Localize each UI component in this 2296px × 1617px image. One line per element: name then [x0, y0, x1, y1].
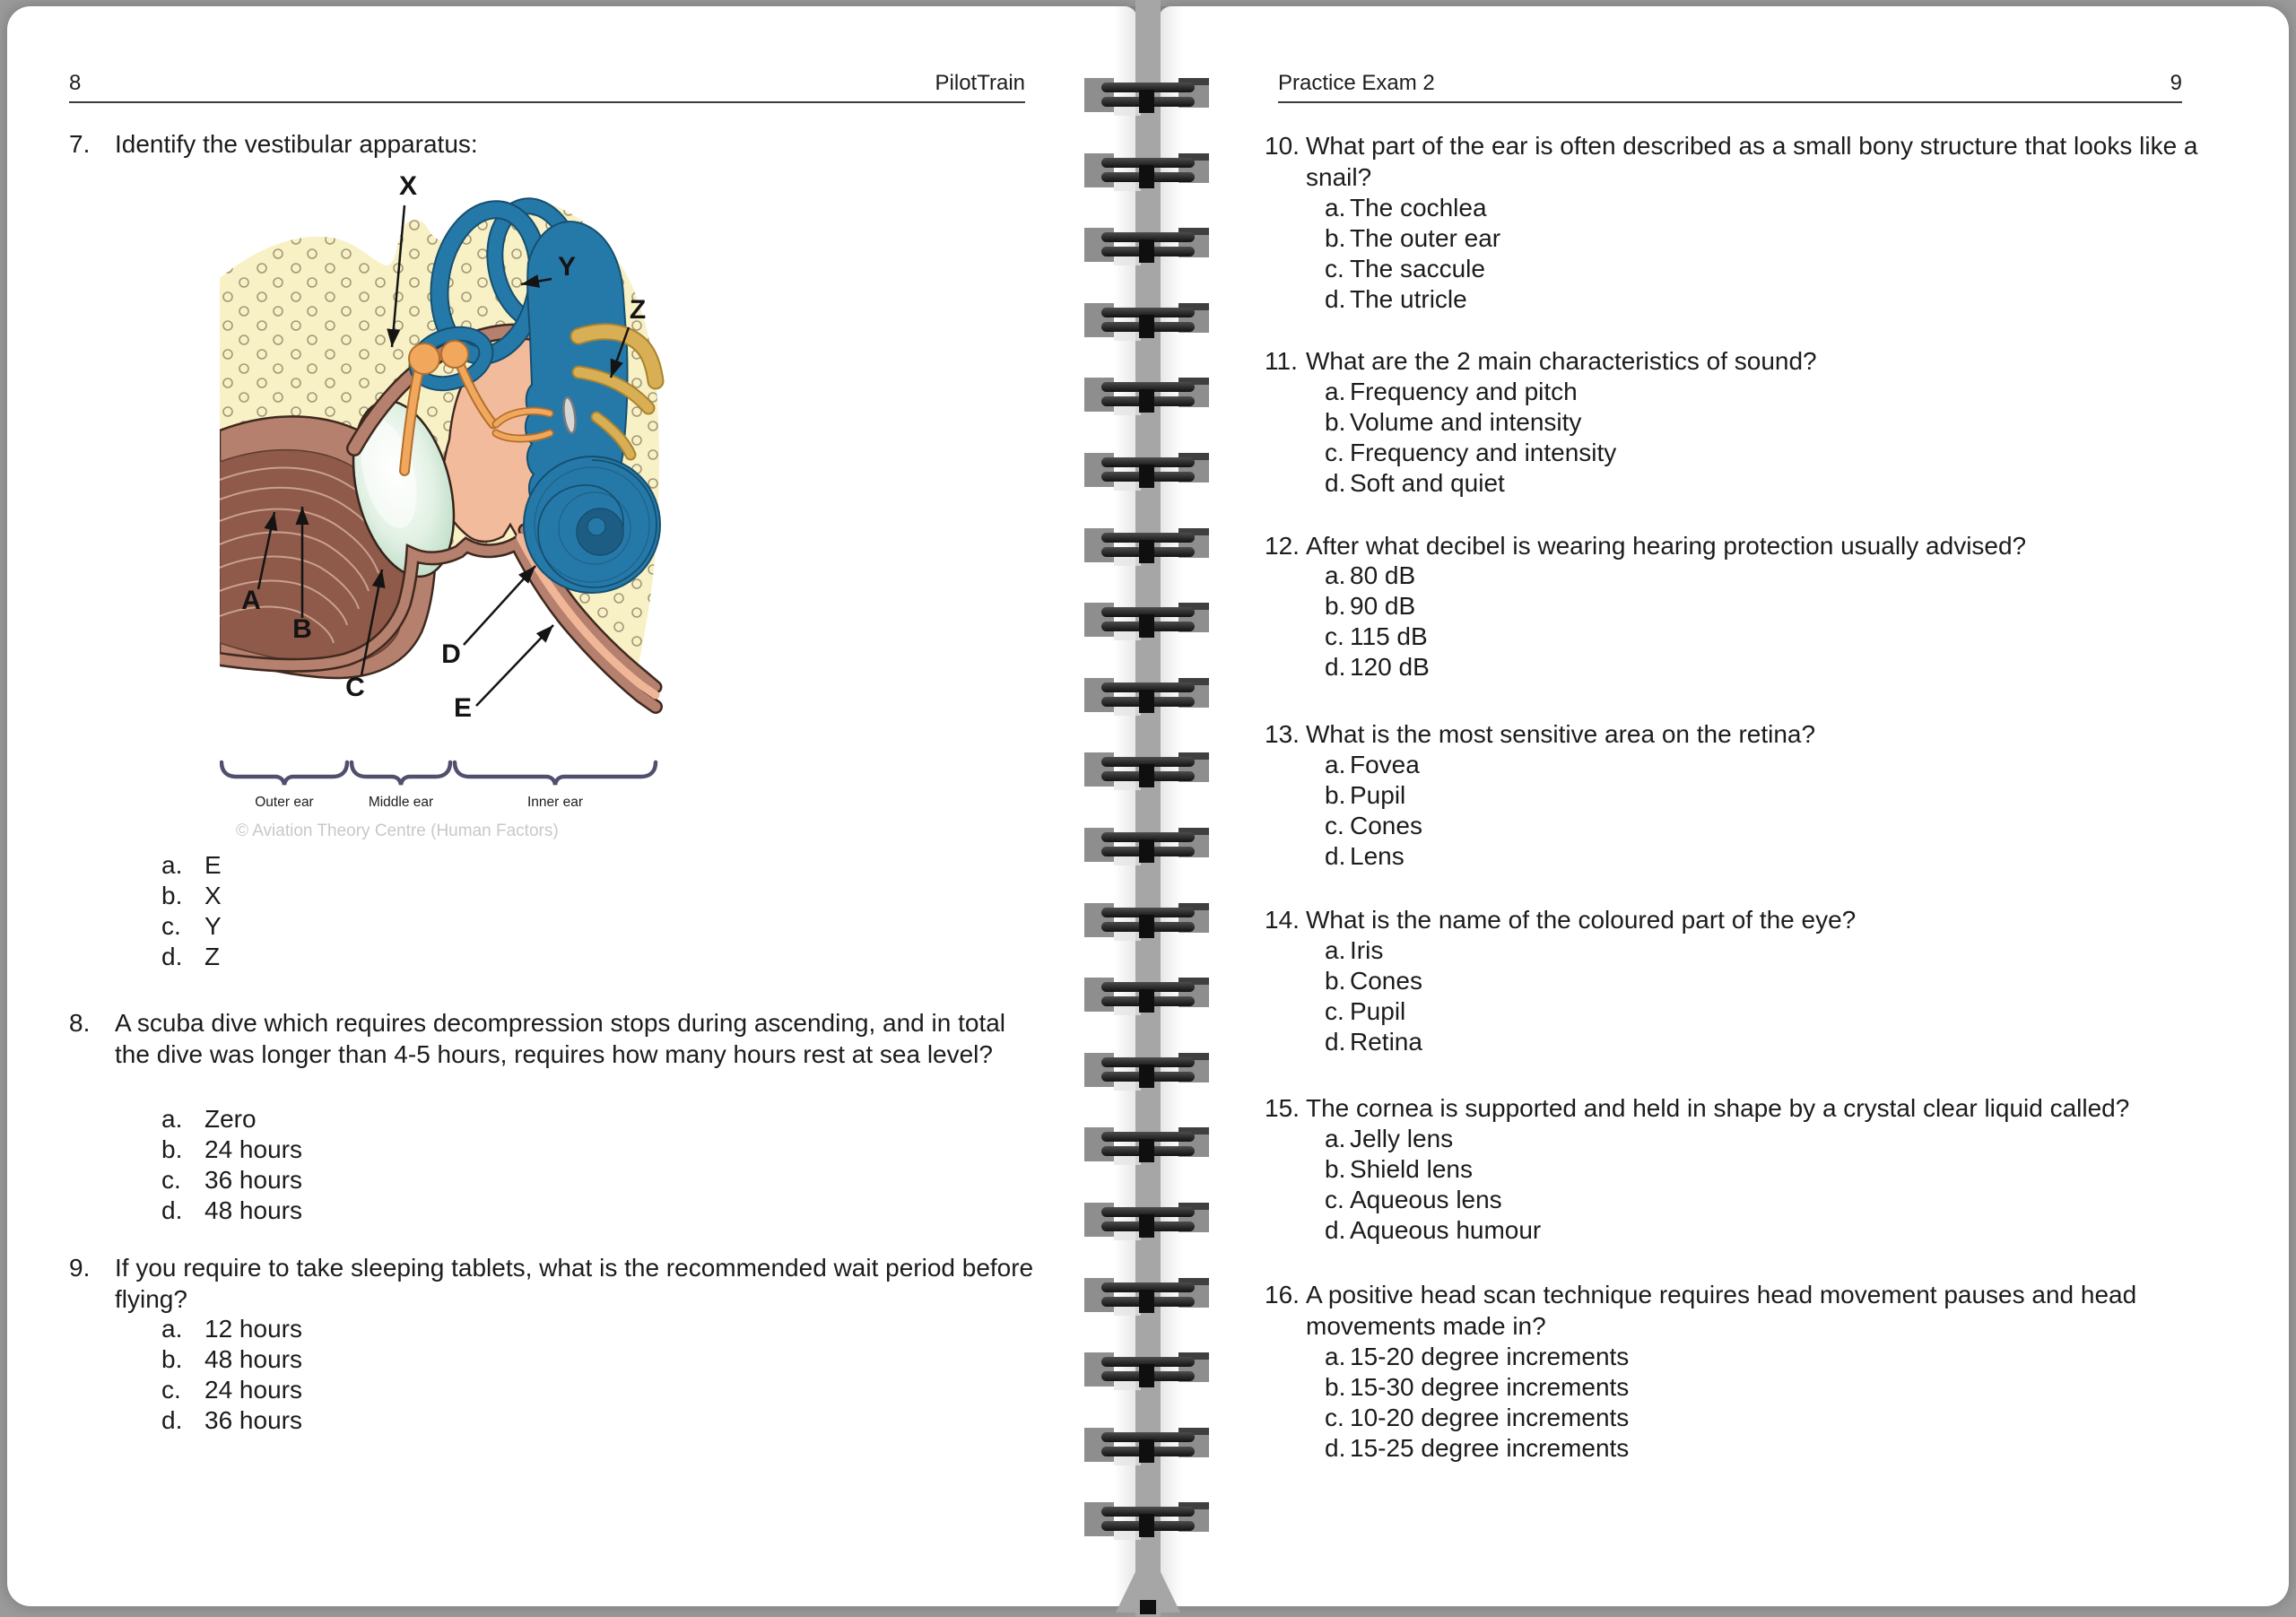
option-letter: a. — [1325, 1125, 1346, 1152]
option-row — [1325, 1124, 1541, 1154]
question-number: 7. — [69, 130, 91, 158]
option-text: 48 hours — [204, 1345, 302, 1373]
option-letter: c. — [1325, 622, 1344, 650]
cochlea — [524, 456, 660, 593]
option-text: Cones — [1350, 812, 1422, 839]
option-letter: a. — [1325, 751, 1346, 778]
option-text: 80 dB — [1350, 561, 1416, 589]
option-row — [1325, 438, 1616, 468]
header-rule — [69, 101, 1025, 103]
diagram-label-y: Y — [557, 252, 577, 282]
question-text: If you require to take sleeping tablets, what is the recommended wait period before flying? — [115, 1254, 1034, 1313]
header-brand: PilotTrain — [935, 71, 1025, 95]
question-number: 10. — [1265, 132, 1300, 160]
binding-ring — [1080, 1421, 1214, 1468]
binding-ring — [1080, 147, 1214, 194]
option-row — [1325, 468, 1616, 499]
option-text: Fovea — [1350, 751, 1420, 778]
option-text: Cones — [1350, 967, 1422, 995]
binding-ring — [1080, 1047, 1214, 1093]
page-left[interactable] — [7, 6, 1137, 1606]
option-letter: d. — [1325, 1434, 1346, 1462]
option-text: 36 hours — [204, 1406, 302, 1434]
binding-ring — [1080, 822, 1214, 868]
diagram-label-e: E — [453, 693, 473, 723]
option-row — [1325, 284, 1500, 315]
option-text: 10-20 degree increments — [1350, 1404, 1630, 1431]
option-text: 15-30 degree increments — [1350, 1373, 1630, 1401]
option-letter: a. — [1325, 194, 1346, 222]
page-number-right: 9 — [2170, 71, 2182, 95]
option-letter: c. — [1325, 997, 1344, 1025]
question-options — [1325, 1124, 1541, 1246]
option-row — [161, 1104, 302, 1135]
binding-ring — [1080, 371, 1214, 418]
question-options — [1325, 561, 1430, 682]
option-letter: c. — [161, 1376, 181, 1404]
question-options — [161, 1104, 302, 1226]
question-number: 16. — [1265, 1281, 1300, 1308]
option-row — [161, 1375, 302, 1405]
question-number: 8. — [69, 1009, 91, 1037]
option-row — [161, 911, 222, 942]
option-row — [1325, 1342, 1629, 1372]
option-letter: d. — [1325, 469, 1346, 497]
binding-ring — [1080, 1272, 1214, 1318]
option-row — [1325, 193, 1500, 223]
option-row — [161, 1344, 302, 1375]
diagram-label-x: X — [398, 175, 418, 201]
binding-ring — [1080, 971, 1214, 1018]
ear-anatomy-diagram — [220, 175, 677, 843]
option-letter: b. — [1325, 408, 1346, 436]
option-text: Frequency and pitch — [1350, 378, 1578, 405]
option-letter: c. — [1325, 812, 1344, 839]
option-row — [1325, 811, 1422, 841]
binding-ring — [1080, 1196, 1214, 1243]
region-label-inner-ear: Inner ear — [526, 795, 584, 810]
option-text: Retina — [1350, 1028, 1422, 1056]
binding-ring — [1080, 297, 1214, 343]
option-row — [1325, 780, 1422, 811]
diagram-label-c: C — [345, 673, 365, 702]
binding-ring — [1080, 1496, 1214, 1543]
option-row — [1325, 841, 1422, 872]
header-title: Practice Exam 2 — [1278, 71, 1435, 95]
option-text: 48 hours — [204, 1196, 302, 1224]
option-letter: c. — [161, 912, 181, 940]
option-row — [1325, 935, 1422, 966]
option-letter: d. — [161, 943, 183, 970]
binding-base-nub — [1140, 1600, 1156, 1614]
option-row — [161, 1314, 302, 1344]
option-letter: c. — [1325, 439, 1344, 466]
option-letter: b. — [1325, 1373, 1346, 1401]
question-text: A positive head scan technique requires head movement pauses and head movements made in? — [1306, 1281, 2137, 1340]
question-text: A scuba dive which requires decompression stops during ascending, and in total the dive was longer than 4-5 hours, requires how many hours rest at sea level? — [115, 1009, 1006, 1068]
option-letter: a. — [1325, 378, 1346, 405]
option-text: The saccule — [1350, 255, 1485, 283]
option-row — [1325, 966, 1422, 996]
question-text: What is the most sensitive area on the retina? — [1306, 720, 1816, 748]
option-text: The cochlea — [1350, 194, 1487, 222]
question-number: 15. — [1265, 1094, 1300, 1122]
binding-ring — [1080, 596, 1214, 643]
option-letter: b. — [161, 1135, 183, 1163]
binding-ring — [1080, 897, 1214, 943]
option-text: Shield lens — [1350, 1155, 1473, 1183]
binding-ring — [1080, 1346, 1214, 1393]
option-row — [1325, 1403, 1629, 1433]
question-options — [1325, 377, 1616, 499]
option-letter: b. — [161, 1345, 183, 1373]
option-row — [1325, 1372, 1629, 1403]
option-row — [1325, 996, 1422, 1027]
binding-ring — [1080, 746, 1214, 793]
question-text: What is the name of the coloured part of the eye? — [1306, 906, 1857, 934]
question-options — [1325, 750, 1422, 872]
option-text: Pupil — [1350, 997, 1406, 1025]
question-text: The cornea is supported and held in shape by a crystal clear liquid called? — [1306, 1094, 2130, 1122]
option-text: Zero — [204, 1105, 257, 1133]
option-text: 120 dB — [1350, 653, 1430, 681]
diagram-label-b: B — [292, 614, 312, 644]
option-text: Aqueous lens — [1350, 1186, 1502, 1213]
option-text: Aqueous humour — [1350, 1216, 1542, 1244]
option-letter: d. — [1325, 285, 1346, 313]
option-text: Lens — [1350, 842, 1405, 870]
option-row — [1325, 622, 1430, 652]
option-text: Pupil — [1350, 781, 1406, 809]
question-number: 14. — [1265, 906, 1300, 934]
option-row — [161, 881, 222, 911]
option-row — [161, 1135, 302, 1165]
option-row — [1325, 561, 1430, 591]
option-letter: b. — [1325, 224, 1346, 252]
option-row — [1325, 1185, 1541, 1215]
option-text: Y — [204, 912, 222, 940]
binding-ring — [1080, 672, 1214, 718]
option-text: X — [204, 882, 222, 909]
option-text: E — [204, 851, 222, 879]
binding-ring — [1080, 522, 1214, 569]
page-right[interactable] — [1159, 6, 2289, 1606]
question-text: Identify the vestibular apparatus: — [115, 130, 478, 158]
option-text: 12 hours — [204, 1315, 302, 1343]
region-label-middle-ear: Middle ear — [368, 795, 434, 810]
option-row — [1325, 1433, 1629, 1464]
option-text: The outer ear — [1350, 224, 1501, 252]
option-letter: a. — [161, 851, 183, 879]
option-letter: c. — [1325, 255, 1344, 283]
option-letter: c. — [1325, 1404, 1344, 1431]
question-number: 12. — [1265, 532, 1300, 560]
option-row — [1325, 1027, 1422, 1057]
option-text: 115 dB — [1350, 622, 1428, 650]
question-options — [1325, 1342, 1629, 1464]
option-text: Frequency and intensity — [1350, 439, 1617, 466]
binding-ring — [1080, 72, 1214, 118]
option-letter: d. — [1325, 653, 1346, 681]
option-row — [1325, 407, 1616, 438]
option-row — [1325, 254, 1500, 284]
option-row — [161, 850, 222, 881]
option-letter: a. — [1325, 1343, 1346, 1370]
question-options — [1325, 935, 1422, 1057]
option-letter: d. — [1325, 1216, 1346, 1244]
option-letter: c. — [161, 1166, 181, 1194]
option-text: The utricle — [1350, 285, 1467, 313]
question-options — [1325, 193, 1500, 315]
option-letter: d. — [161, 1196, 183, 1224]
binding-ring — [1080, 222, 1214, 268]
option-letter: d. — [1325, 1028, 1346, 1056]
option-row — [1325, 652, 1430, 682]
question-text: After what decibel is wearing hearing protection usually advised? — [1306, 532, 2027, 560]
option-letter: d. — [1325, 842, 1346, 870]
option-text: Iris — [1350, 936, 1384, 964]
option-text: 36 hours — [204, 1166, 302, 1194]
option-row — [1325, 750, 1422, 780]
option-text: 90 dB — [1350, 592, 1416, 620]
question-number: 9. — [69, 1254, 91, 1282]
option-text: 24 hours — [204, 1135, 302, 1163]
option-row — [161, 1405, 302, 1436]
page-number-left: 8 — [69, 71, 82, 95]
option-letter: b. — [161, 882, 183, 909]
question-text: What part of the ear is often described as a small bony structure that looks like a snail? — [1306, 132, 2198, 191]
option-letter: b. — [1325, 592, 1346, 620]
option-text: Jelly lens — [1350, 1125, 1454, 1152]
option-text: Z — [204, 943, 221, 970]
question-options — [161, 1314, 302, 1436]
option-letter: a. — [1325, 561, 1346, 589]
diagram-credit: © Aviation Theory Centre (Human Factors) — [236, 822, 559, 840]
option-letter: a. — [161, 1315, 183, 1343]
option-row — [1325, 591, 1430, 622]
option-row — [161, 1195, 302, 1226]
diagram-label-d: D — [441, 639, 461, 669]
option-text: 15-25 degree increments — [1350, 1434, 1630, 1462]
option-text: Soft and quiet — [1350, 469, 1505, 497]
question-text: What are the 2 main characteristics of sound? — [1306, 347, 1817, 375]
option-row — [1325, 1154, 1541, 1185]
option-row — [1325, 1215, 1541, 1246]
option-row — [161, 1165, 302, 1195]
option-letter: c. — [1325, 1186, 1344, 1213]
option-row — [1325, 377, 1616, 407]
question-number: 13. — [1265, 720, 1300, 748]
option-letter: a. — [1325, 936, 1346, 964]
option-row — [1325, 223, 1500, 254]
option-letter: d. — [161, 1406, 183, 1434]
header-rule — [1278, 101, 2182, 103]
binding-ring — [1080, 1121, 1214, 1168]
option-letter: b. — [1325, 781, 1346, 809]
question-number: 11. — [1265, 347, 1298, 375]
option-letter: b. — [1325, 1155, 1346, 1183]
option-letter: b. — [1325, 967, 1346, 995]
diagram-label-a: A — [241, 586, 261, 615]
option-text: 24 hours — [204, 1376, 302, 1404]
diagram-label-z: Z — [629, 295, 647, 325]
binding-ring — [1080, 447, 1214, 493]
option-row — [161, 942, 222, 972]
region-label-outer-ear: Outer ear — [255, 795, 314, 810]
option-letter: a. — [161, 1105, 183, 1133]
question-options — [161, 850, 222, 972]
option-text: 15-20 degree increments — [1350, 1343, 1630, 1370]
option-text: Volume and intensity — [1350, 408, 1582, 436]
